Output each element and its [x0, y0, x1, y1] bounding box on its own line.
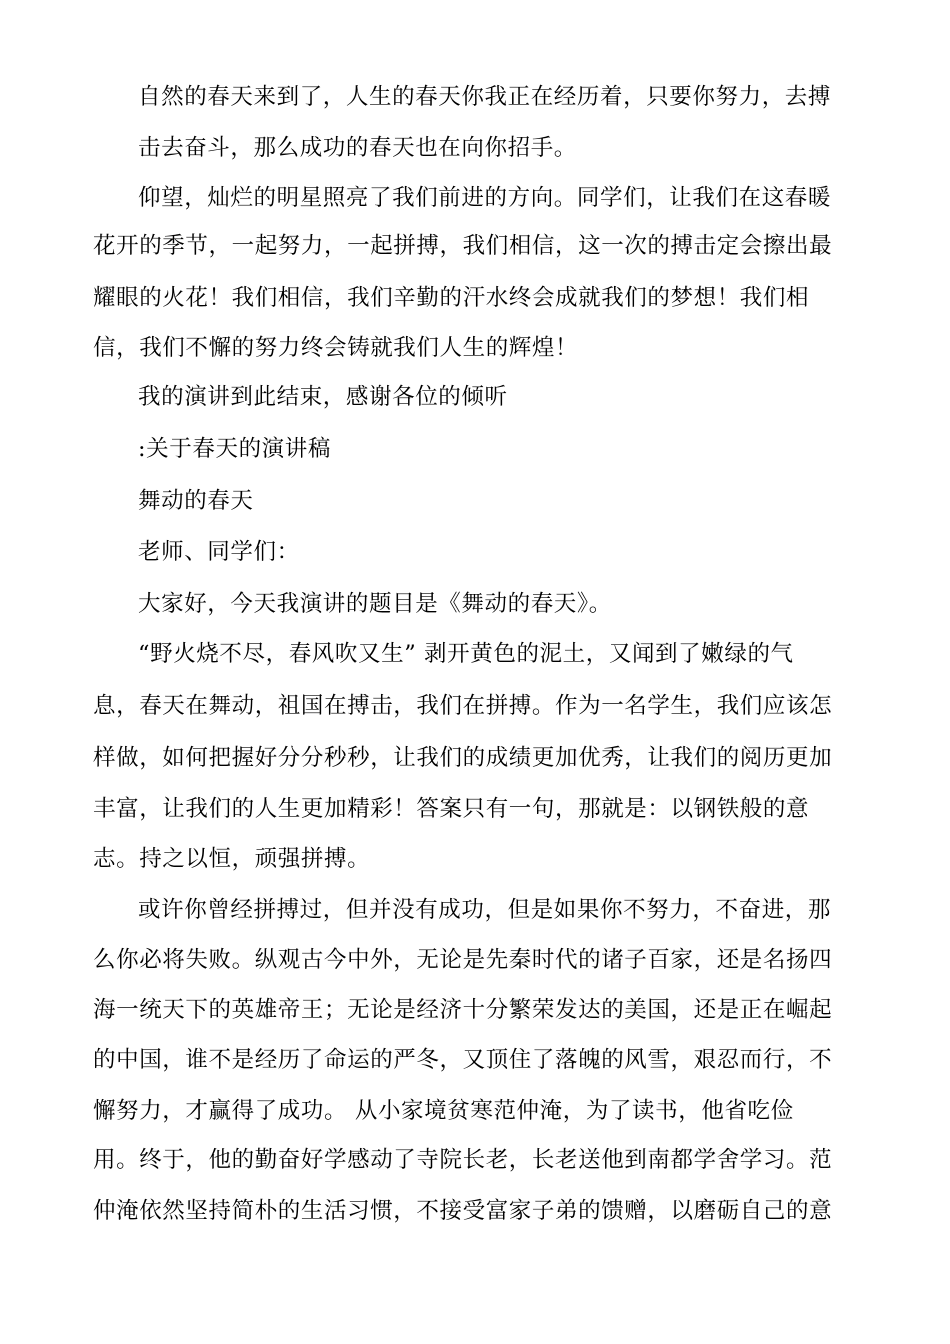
text-line: 耀眼的火花！我们相信，我们辛勤的汗水终会成就我们的梦想！我们相 — [93, 285, 810, 311]
text-line: :关于春天的演讲稿 — [138, 436, 331, 462]
text-line: “野火烧不尽，春风吹又生” 剥开黄色的泥土，又闻到了嫩绿的气 — [138, 641, 794, 667]
text-line: 仲淹依然坚持简朴的生活习惯，不接受富家子弟的馈赠，以磨砺自己的意 — [93, 1198, 833, 1224]
text-line: 击去奋斗，那么成功的春天也在向你招手。 — [138, 135, 577, 161]
text-line: 大家好，今天我演讲的题目是《舞动的春天》。 — [138, 591, 612, 617]
text-line: 么你必将失败。纵观古今中外，无论是先秦时代的诸子百家，还是名扬四 — [93, 947, 833, 973]
text-line: 舞动的春天 — [138, 488, 254, 514]
text-line: 或许你曾经拼搏过，但并没有成功，但是如果你不努力，不奋进，那 — [138, 897, 832, 923]
text-line: 用。终于，他的勤奋好学感动了寺院长老，长老送他到南都学舍学习。范 — [93, 1147, 833, 1173]
text-line: 志。持之以恒，顽强拼搏。 — [93, 846, 371, 872]
text-line: 懈努力，才赢得了成功。 从小家境贫寒范仲淹，为了读书，他省吃俭 — [93, 1098, 794, 1124]
text-line: 信，我们不懈的努力终会铸就我们人生的辉煌！ — [93, 335, 579, 361]
text-line: 海一统天下的英雄帝王；无论是经济十分繁荣发达的美国，还是正在崛起 — [93, 997, 833, 1023]
text-line: 丰富，让我们的人生更加精彩！答案只有一句，那就是：以钢铁般的意 — [93, 796, 810, 822]
text-line: 老师、同学们： — [138, 539, 300, 565]
text-line: 花开的季节，一起努力，一起拼搏，我们相信，这一次的搏击定会擦出最 — [93, 233, 833, 259]
text-line: 仰望，灿烂的明星照亮了我们前进的方向。同学们，让我们在这春暖 — [138, 185, 832, 211]
text-line: 的中国，谁不是经历了命运的严冬，又顶住了落魄的风雪，艰忍而行，不 — [93, 1047, 833, 1073]
text-line: 我的演讲到此结束，感谢各位的倾听 — [138, 384, 508, 410]
text-line: 息，春天在舞动，祖国在搏击，我们在拼搏。作为一名学生，我们应该怎 — [93, 693, 833, 719]
text-line: 自然的春天来到了，人生的春天你我正在经历着，只要你努力，去搏 — [138, 84, 832, 110]
text-line: 样做，如何把握好分分秒秒，让我们的成绩更加优秀，让我们的阅历更加 — [93, 745, 833, 771]
